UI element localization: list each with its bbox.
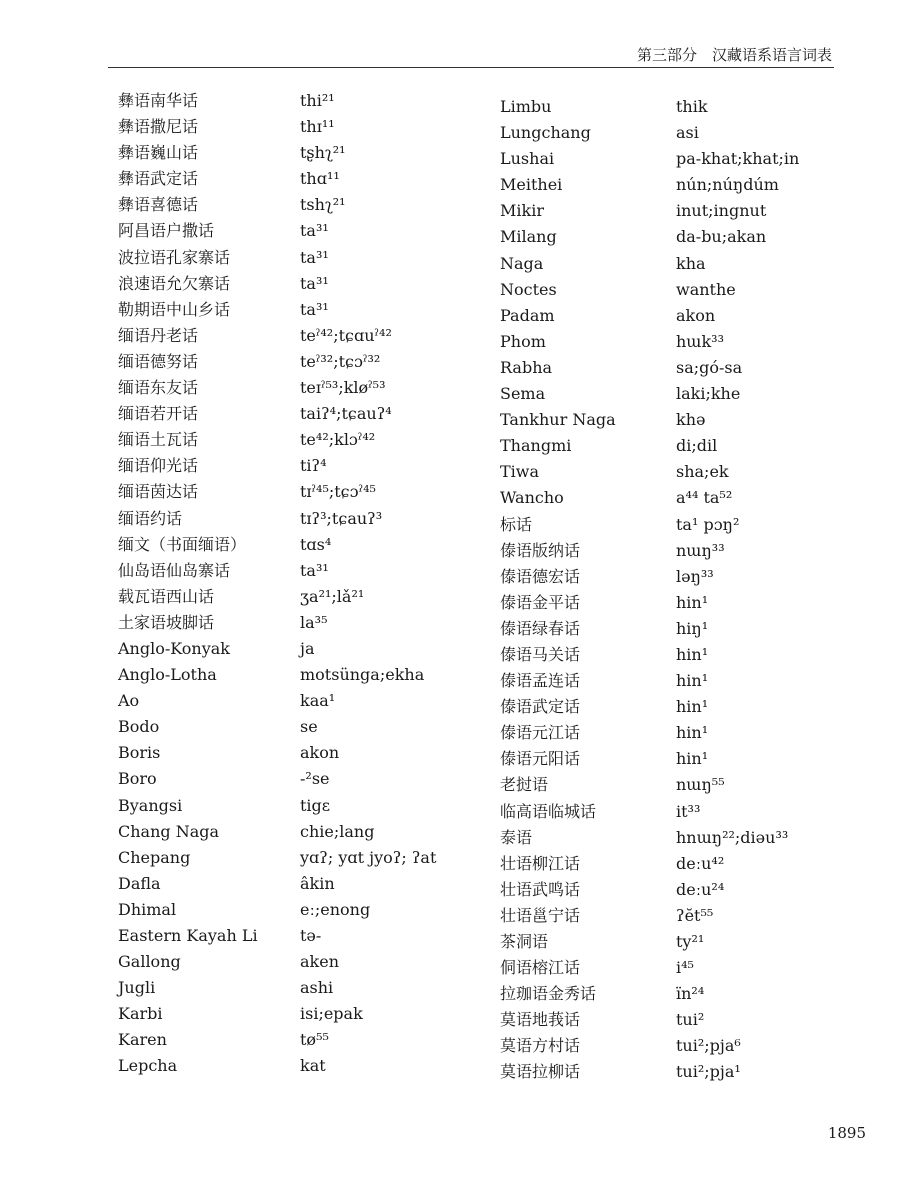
- language-name: 缅语若开话: [118, 404, 199, 424]
- word-form: laki;khe: [676, 384, 741, 404]
- left-word-column: [118, 90, 488, 1082]
- word-entry-row: [118, 977, 488, 1003]
- word-form: deːu⁴²: [676, 853, 725, 873]
- word-form: ïn²⁴: [676, 984, 705, 1004]
- word-entry-row: [500, 331, 860, 357]
- word-entry-row: [500, 226, 860, 252]
- language-name: 缅文（书面缅语）: [118, 534, 247, 554]
- language-name: Chepang: [118, 847, 191, 867]
- word-entry-row: [118, 247, 488, 273]
- word-form: tiʔ⁴: [300, 456, 327, 476]
- language-name: Thangmi: [500, 436, 572, 456]
- word-entry-row: [118, 873, 488, 899]
- language-name: 浪速语允欠寨话: [118, 273, 231, 293]
- language-name: Meithei: [500, 175, 563, 195]
- word-form: ta³¹: [300, 247, 329, 267]
- word-form: isi;epak: [300, 1004, 363, 1024]
- word-entry-row: [500, 879, 860, 905]
- word-entry-row: [500, 1009, 860, 1035]
- word-form: kat: [300, 1056, 326, 1076]
- word-form: it³³: [676, 801, 701, 821]
- word-entry-row: [500, 435, 860, 461]
- word-entry-row: [118, 142, 488, 168]
- word-form: hin¹: [676, 671, 709, 691]
- language-name: 彝语南华话: [118, 91, 199, 110]
- word-entry-row: [118, 1003, 488, 1029]
- word-form: thɑ¹¹: [300, 169, 340, 189]
- word-form: ta³¹: [300, 221, 329, 241]
- word-form: aken: [300, 952, 340, 972]
- word-form: âkin: [300, 873, 335, 893]
- language-name: 傣语绿春话: [500, 618, 581, 638]
- language-name: 傣语德宏话: [500, 566, 581, 586]
- word-form: sha;ek: [676, 462, 729, 482]
- word-form: se: [300, 717, 318, 737]
- word-form: tɑs⁴: [300, 534, 332, 554]
- language-name: Ao: [118, 691, 140, 711]
- word-form: ta¹ pɔŋ²: [676, 514, 740, 534]
- word-form: hin¹: [676, 644, 709, 664]
- language-name: 傣语版纳话: [500, 540, 581, 560]
- word-form: ʔĕt⁵⁵: [676, 905, 714, 925]
- language-name: 彝语武定话: [118, 169, 199, 189]
- word-form: tɪʔ³;tɕauʔ³: [300, 508, 383, 528]
- word-entry-row: [118, 690, 488, 716]
- word-entry-row: [118, 716, 488, 742]
- word-form: taiʔ⁴;tɕauʔ⁴: [300, 404, 392, 424]
- word-entry-row: [500, 983, 860, 1009]
- word-entry-row: [118, 586, 488, 612]
- word-entry-row: [118, 560, 488, 586]
- language-name: Boris: [118, 743, 161, 763]
- word-form: motsünga;ekha: [300, 665, 425, 685]
- word-entry-row: [500, 279, 860, 305]
- word-entry-row: [500, 931, 860, 957]
- word-form: eː;enong: [300, 899, 371, 919]
- language-name: 缅语德努话: [118, 351, 199, 371]
- word-entry-row: [500, 905, 860, 931]
- word-form: te⁴²;klɔˀ⁴²: [300, 430, 376, 450]
- word-entry-row: [118, 638, 488, 664]
- language-name: 缅语土瓦话: [118, 430, 199, 450]
- word-entry-row: [500, 514, 860, 540]
- language-name: Limbu: [500, 97, 552, 116]
- word-form: kha: [676, 253, 706, 273]
- language-name: Lushai: [500, 149, 555, 169]
- language-name: Dafla: [118, 873, 161, 893]
- word-form: hɯk³³: [676, 331, 724, 351]
- word-entry-row: [500, 383, 860, 409]
- word-form: tigɛ: [300, 795, 331, 815]
- word-entry-row: [500, 696, 860, 722]
- language-name: 勒期语中山乡话: [118, 299, 231, 319]
- language-name: 仙岛语仙岛寨话: [118, 560, 231, 580]
- word-entry-row: [500, 644, 860, 670]
- language-name: 缅语茵达话: [118, 482, 199, 502]
- language-name: 莫语地莪话: [500, 1010, 581, 1030]
- language-name: 缅语丹老话: [118, 325, 199, 345]
- word-form: tø⁵⁵: [300, 1030, 329, 1050]
- language-name: Milang: [500, 227, 557, 247]
- language-name: Lungchang: [500, 123, 591, 143]
- word-entry-row: [118, 90, 488, 116]
- word-entry-row: [500, 592, 860, 618]
- word-entry-row: [118, 925, 488, 951]
- word-entry-row: [118, 481, 488, 507]
- word-entry-row: [500, 774, 860, 800]
- word-entry-row: [118, 325, 488, 351]
- word-form: khə: [676, 410, 706, 430]
- language-name: 拉珈语金秀话: [500, 984, 597, 1004]
- word-entry-row: [118, 508, 488, 534]
- language-name: 标话: [500, 514, 533, 534]
- language-name: 阿昌语户撒话: [118, 221, 215, 241]
- language-name: Anglo-Konyak: [118, 638, 230, 658]
- language-name: 土家语坡脚话: [118, 612, 215, 632]
- word-form: hin¹: [676, 749, 709, 769]
- language-name: Jugli: [118, 978, 156, 998]
- language-name: Bodo: [118, 717, 160, 737]
- word-entry-row: [500, 722, 860, 748]
- word-entry-row: [118, 455, 488, 481]
- word-form: i⁴⁵: [676, 958, 694, 978]
- word-form: ja: [300, 638, 315, 658]
- word-entry-row: [500, 487, 860, 513]
- word-entry-row: [500, 253, 860, 279]
- word-entry-row: [500, 122, 860, 148]
- language-name: Naga: [500, 253, 544, 273]
- language-name: 侗语榕江话: [500, 958, 581, 978]
- word-form: a⁴⁴ ta⁵²: [676, 488, 733, 508]
- language-name: 彝语巍山话: [118, 143, 199, 163]
- word-form: tshʅ²¹: [300, 195, 346, 215]
- word-entry-row: [500, 618, 860, 644]
- language-name: Tiwa: [500, 462, 540, 482]
- language-name: Dhimal: [118, 899, 177, 919]
- word-entry-row: [118, 194, 488, 220]
- language-name: 茶洞语: [500, 932, 549, 951]
- language-name: 傣语元阳话: [500, 749, 581, 769]
- language-name: 傣语马关话: [500, 644, 581, 664]
- language-name: Mikir: [500, 201, 544, 221]
- word-form: nɯŋ⁵⁵: [676, 775, 725, 795]
- word-entry-row: [118, 1029, 488, 1055]
- language-name: Gallong: [118, 952, 181, 972]
- language-name: 彝语撒尼话: [118, 117, 199, 137]
- language-name: Phom: [500, 331, 546, 351]
- language-name: 泰语: [500, 827, 533, 847]
- word-entry-row: [118, 220, 488, 246]
- word-entry-row: [118, 168, 488, 194]
- word-form: tui²: [676, 1010, 705, 1030]
- word-form: tʂhʅ²¹: [300, 143, 346, 163]
- word-entry-row: [500, 566, 860, 592]
- word-form: thik: [676, 97, 708, 116]
- word-form: ashi: [300, 978, 334, 998]
- word-form: thi²¹: [300, 91, 335, 110]
- word-entry-row: [118, 742, 488, 768]
- word-entry-row: [118, 664, 488, 690]
- word-form: deːu²⁴: [676, 879, 725, 899]
- language-name: Tankhur Naga: [500, 410, 616, 430]
- word-entry-row: [500, 853, 860, 879]
- word-form: nún;núŋdúm: [676, 175, 779, 195]
- language-name: 彝语喜德话: [118, 195, 199, 215]
- word-form: hin¹: [676, 723, 709, 743]
- word-entry-row: [118, 299, 488, 325]
- word-form: tui²;pja¹: [676, 1062, 741, 1082]
- language-name: Wancho: [500, 488, 564, 508]
- word-entry-row: [118, 847, 488, 873]
- word-form: chie;lang: [300, 821, 375, 841]
- word-entry-row: [118, 768, 488, 794]
- language-name: 傣语孟连话: [500, 671, 581, 691]
- language-name: 傣语元江话: [500, 723, 581, 743]
- word-form: pa-khat;khat;in: [676, 149, 800, 169]
- language-name: Sema: [500, 384, 546, 404]
- language-name: 波拉语孔家寨话: [118, 247, 231, 267]
- word-form: -²se: [300, 769, 330, 789]
- word-entry-row: [500, 200, 860, 226]
- language-name: 缅语约话: [118, 508, 183, 528]
- word-form: teɪˀ⁵³;kløˀ⁵³: [300, 378, 386, 398]
- word-entry-row: [500, 540, 860, 566]
- running-header: [108, 40, 834, 68]
- language-name: 傣语武定话: [500, 697, 581, 717]
- word-form: sa;gó-sa: [676, 357, 743, 377]
- running-title: 第三部分 汉藏语系语言词表: [636, 46, 832, 64]
- word-form: ty²¹: [676, 932, 705, 951]
- word-form: hnɯŋ²²;diəu³³: [676, 827, 789, 847]
- word-entry-row: [500, 827, 860, 853]
- language-name: Padam: [500, 305, 555, 325]
- word-entry-row: [118, 951, 488, 977]
- word-form: nɯŋ³³: [676, 540, 725, 560]
- word-entry-row: [500, 409, 860, 435]
- header-rule: [108, 67, 834, 68]
- word-form: akon: [300, 743, 340, 763]
- word-form: teˀ³²;tɕɔˀ³²: [300, 351, 381, 371]
- language-name: Lepcha: [118, 1056, 178, 1076]
- word-entry-row: [500, 748, 860, 774]
- language-name: Anglo-Lotha: [118, 665, 217, 685]
- language-name: 临高语临城话: [500, 801, 597, 821]
- language-name: 缅语仰光话: [118, 456, 199, 476]
- language-name: 莫语拉柳话: [500, 1062, 581, 1082]
- word-entry-row: [118, 116, 488, 142]
- word-form: inut;ingnut: [676, 201, 767, 221]
- word-form: kaa¹: [300, 691, 336, 711]
- word-entry-row: [118, 821, 488, 847]
- word-form: hiŋ¹: [676, 618, 709, 638]
- word-form: teˀ⁴²;tɕɑuˀ⁴²: [300, 325, 392, 345]
- word-entry-row: [500, 148, 860, 174]
- language-name: 载瓦语西山话: [118, 586, 215, 606]
- word-form: tə-: [300, 926, 322, 945]
- word-form: akon: [676, 305, 716, 325]
- word-form: asi: [676, 123, 699, 143]
- word-entry-row: [118, 403, 488, 429]
- word-entry-row: [118, 273, 488, 299]
- language-name: 壮语武鸣话: [500, 879, 581, 899]
- word-entry-row: [500, 174, 860, 200]
- language-name: Karen: [118, 1030, 167, 1050]
- word-form: ta³¹: [300, 560, 329, 580]
- word-form: ʒa²¹;lǎ²¹: [300, 586, 365, 606]
- language-name: 壮语邕宁话: [500, 905, 581, 925]
- word-entry-row: [500, 1035, 860, 1061]
- word-form: wanthe: [676, 279, 736, 299]
- word-entry-row: [118, 534, 488, 560]
- language-name: Noctes: [500, 279, 557, 299]
- language-name: Rabha: [500, 357, 553, 377]
- word-entry-row: [118, 1055, 488, 1081]
- word-entry-row: [500, 305, 860, 331]
- right-word-column: [500, 96, 860, 1088]
- word-entry-row: [118, 795, 488, 821]
- word-entry-row: [500, 670, 860, 696]
- word-entry-row: [118, 351, 488, 377]
- page-number: 1895: [827, 1124, 866, 1142]
- word-form: di;dil: [676, 436, 718, 456]
- language-name: Karbi: [118, 1004, 163, 1024]
- word-form: yɑʔ; yɑt jyoʔ; ʔat: [300, 847, 437, 867]
- language-name: 莫语方村话: [500, 1036, 581, 1056]
- language-name: Boro: [118, 769, 157, 789]
- word-entry-row: [500, 801, 860, 827]
- word-form: thɪ¹¹: [300, 117, 335, 137]
- word-entry-row: [118, 612, 488, 638]
- word-form: tɪˀ⁴⁵;tɕɔˀ⁴⁵: [300, 482, 376, 502]
- language-name: Chang Naga: [118, 821, 220, 841]
- word-entry-row: [500, 357, 860, 383]
- word-entry-row: [118, 899, 488, 925]
- word-form: hin¹: [676, 592, 709, 612]
- language-name: 傣语金平话: [500, 592, 581, 612]
- word-entry-row: [118, 429, 488, 455]
- word-form: ləŋ³³: [676, 566, 714, 586]
- word-form: ta³¹: [300, 299, 329, 319]
- language-name: Byangsi: [118, 795, 183, 815]
- language-name: 缅语东友话: [118, 378, 199, 398]
- word-form: hin¹: [676, 697, 709, 717]
- language-name: 老挝语: [500, 775, 549, 795]
- language-name: Eastern Kayah Li: [118, 926, 258, 945]
- word-entry-row: [118, 377, 488, 403]
- word-entry-row: [500, 957, 860, 983]
- word-form: la³⁵: [300, 612, 328, 632]
- word-entry-row: [500, 96, 860, 122]
- word-entry-row: [500, 1061, 860, 1087]
- language-name: 壮语柳江话: [500, 853, 581, 873]
- word-form: ta³¹: [300, 273, 329, 293]
- word-entry-row: [500, 461, 860, 487]
- word-form: tui²;pja⁶: [676, 1036, 741, 1056]
- word-form: da-bu;akan: [676, 227, 767, 247]
